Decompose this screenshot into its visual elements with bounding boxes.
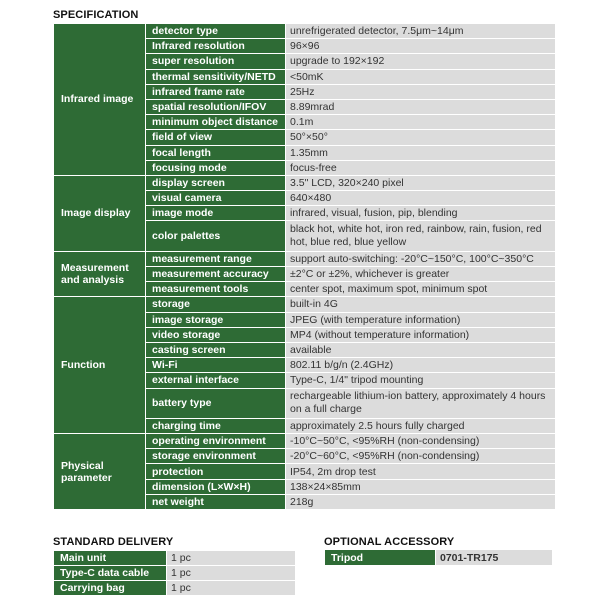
parameter-cell: operating environment <box>146 434 286 449</box>
value-cell: built-in 4G <box>286 297 556 312</box>
value-cell: 138×24×85mm <box>286 479 556 494</box>
parameter-cell: focusing mode <box>146 160 286 175</box>
spec-row <box>54 297 556 312</box>
value-cell: 640×480 <box>286 191 556 206</box>
value-cell: 1.35mm <box>286 145 556 160</box>
parameter-cell: measurement range <box>146 251 286 266</box>
spec-row <box>54 434 556 449</box>
value-cell: 218g <box>286 494 556 509</box>
parameter-cell: color palettes <box>146 221 286 251</box>
optional-accessory-heading: OPTIONAL ACCESSORY <box>324 536 455 548</box>
delivery-row <box>54 551 296 566</box>
value-cell: IP54, 2m drop test <box>286 464 556 479</box>
value-cell: 0.1m <box>286 115 556 130</box>
parameter-cell: protection <box>146 464 286 479</box>
value-cell: rechargeable lithium-ion battery, approximately 4 hours on a full charge <box>286 388 556 418</box>
value-cell: infrared, visual, fusion, pip, blending <box>286 206 556 221</box>
category-cell: Function <box>54 297 146 434</box>
parameter-cell: visual camera <box>146 191 286 206</box>
category-cell: Infrared image <box>54 24 146 176</box>
value-cell: 96×96 <box>286 39 556 54</box>
value-cell: MP4 (without temperature information) <box>286 327 556 342</box>
parameter-cell: Wi-Fi <box>146 358 286 373</box>
parameter-cell: dimension (L×W×H) <box>146 479 286 494</box>
delivery-qty-cell: 1 pc <box>167 551 296 566</box>
parameter-cell: spatial resolution/IFOV <box>146 99 286 114</box>
parameter-cell: detector type <box>146 24 286 39</box>
parameter-cell: infrared frame rate <box>146 84 286 99</box>
value-cell: -10°C~50°C, <95%RH (non-condensing) <box>286 434 556 449</box>
parameter-cell: net weight <box>146 494 286 509</box>
spec-row <box>54 251 556 266</box>
spec-row <box>54 175 556 190</box>
parameter-cell: display screen <box>146 175 286 190</box>
optional-accessory-table <box>324 549 553 566</box>
value-cell: 8.89mrad <box>286 99 556 114</box>
category-cell: Measurement and analysis <box>54 251 146 297</box>
parameter-cell: storage environment <box>146 449 286 464</box>
parameter-cell: storage <box>146 297 286 312</box>
value-cell: 25Hz <box>286 84 556 99</box>
parameter-cell: image mode <box>146 206 286 221</box>
value-cell: focus-free <box>286 160 556 175</box>
specification-table <box>53 23 556 510</box>
parameter-cell: charging time <box>146 418 286 433</box>
parameter-cell: video storage <box>146 327 286 342</box>
parameter-cell: measurement accuracy <box>146 267 286 282</box>
delivery-item-cell: Type-C data cable <box>54 566 167 581</box>
delivery-item-cell: Carrying bag <box>54 581 167 596</box>
delivery-qty-cell: 1 pc <box>167 581 296 596</box>
value-cell: 3.5" LCD, 320×240 pixel <box>286 175 556 190</box>
standard-delivery-table <box>53 550 296 596</box>
accessory-row <box>325 550 553 566</box>
accessory-code-cell: 0701-TR175 <box>436 550 553 566</box>
delivery-qty-cell: 1 pc <box>167 566 296 581</box>
category-cell: Image display <box>54 175 146 251</box>
value-cell: -20°C~60°C, <95%RH (non-condensing) <box>286 449 556 464</box>
value-cell: 802.11 b/g/n (2.4GHz) <box>286 358 556 373</box>
value-cell: approximately 2.5 hours fully charged <box>286 418 556 433</box>
value-cell: JPEG (with temperature information) <box>286 312 556 327</box>
parameter-cell: image storage <box>146 312 286 327</box>
delivery-row <box>54 581 296 596</box>
value-cell: ±2°C or ±2%, whichever is greater <box>286 267 556 282</box>
parameter-cell: minimum object distance <box>146 115 286 130</box>
parameter-cell: battery type <box>146 388 286 418</box>
parameter-cell: thermal sensitivity/NETD <box>146 69 286 84</box>
value-cell: support auto-switching: -20°C~150°C, 100°C~350°C <box>286 251 556 266</box>
delivery-item-cell: Main unit <box>54 551 167 566</box>
parameter-cell: focal length <box>146 145 286 160</box>
parameter-cell: measurement tools <box>146 282 286 297</box>
accessory-item-cell: Tripod <box>325 550 436 566</box>
parameter-cell: Infrared resolution <box>146 39 286 54</box>
value-cell: upgrade to 192×192 <box>286 54 556 69</box>
category-cell: Physical parameter <box>54 434 146 510</box>
value-cell: black hot, white hot, iron red, rainbow, rain, fusion, red hot, blue red, blue yellow <box>286 221 556 251</box>
value-cell: Type-C, 1/4" tripod mounting <box>286 373 556 388</box>
parameter-cell: external interface <box>146 373 286 388</box>
parameter-cell: field of view <box>146 130 286 145</box>
value-cell: 50°×50° <box>286 130 556 145</box>
spec-row <box>54 24 556 39</box>
value-cell: <50mK <box>286 69 556 84</box>
delivery-row <box>54 566 296 581</box>
value-cell: available <box>286 342 556 357</box>
parameter-cell: super resolution <box>146 54 286 69</box>
value-cell: unrefrigerated detector, 7.5μm~14μm <box>286 24 556 39</box>
value-cell: center spot, maximum spot, minimum spot <box>286 282 556 297</box>
parameter-cell: casting screen <box>146 342 286 357</box>
specification-heading: SPECIFICATION <box>53 9 139 21</box>
standard-delivery-heading: STANDARD DELIVERY <box>53 536 174 548</box>
